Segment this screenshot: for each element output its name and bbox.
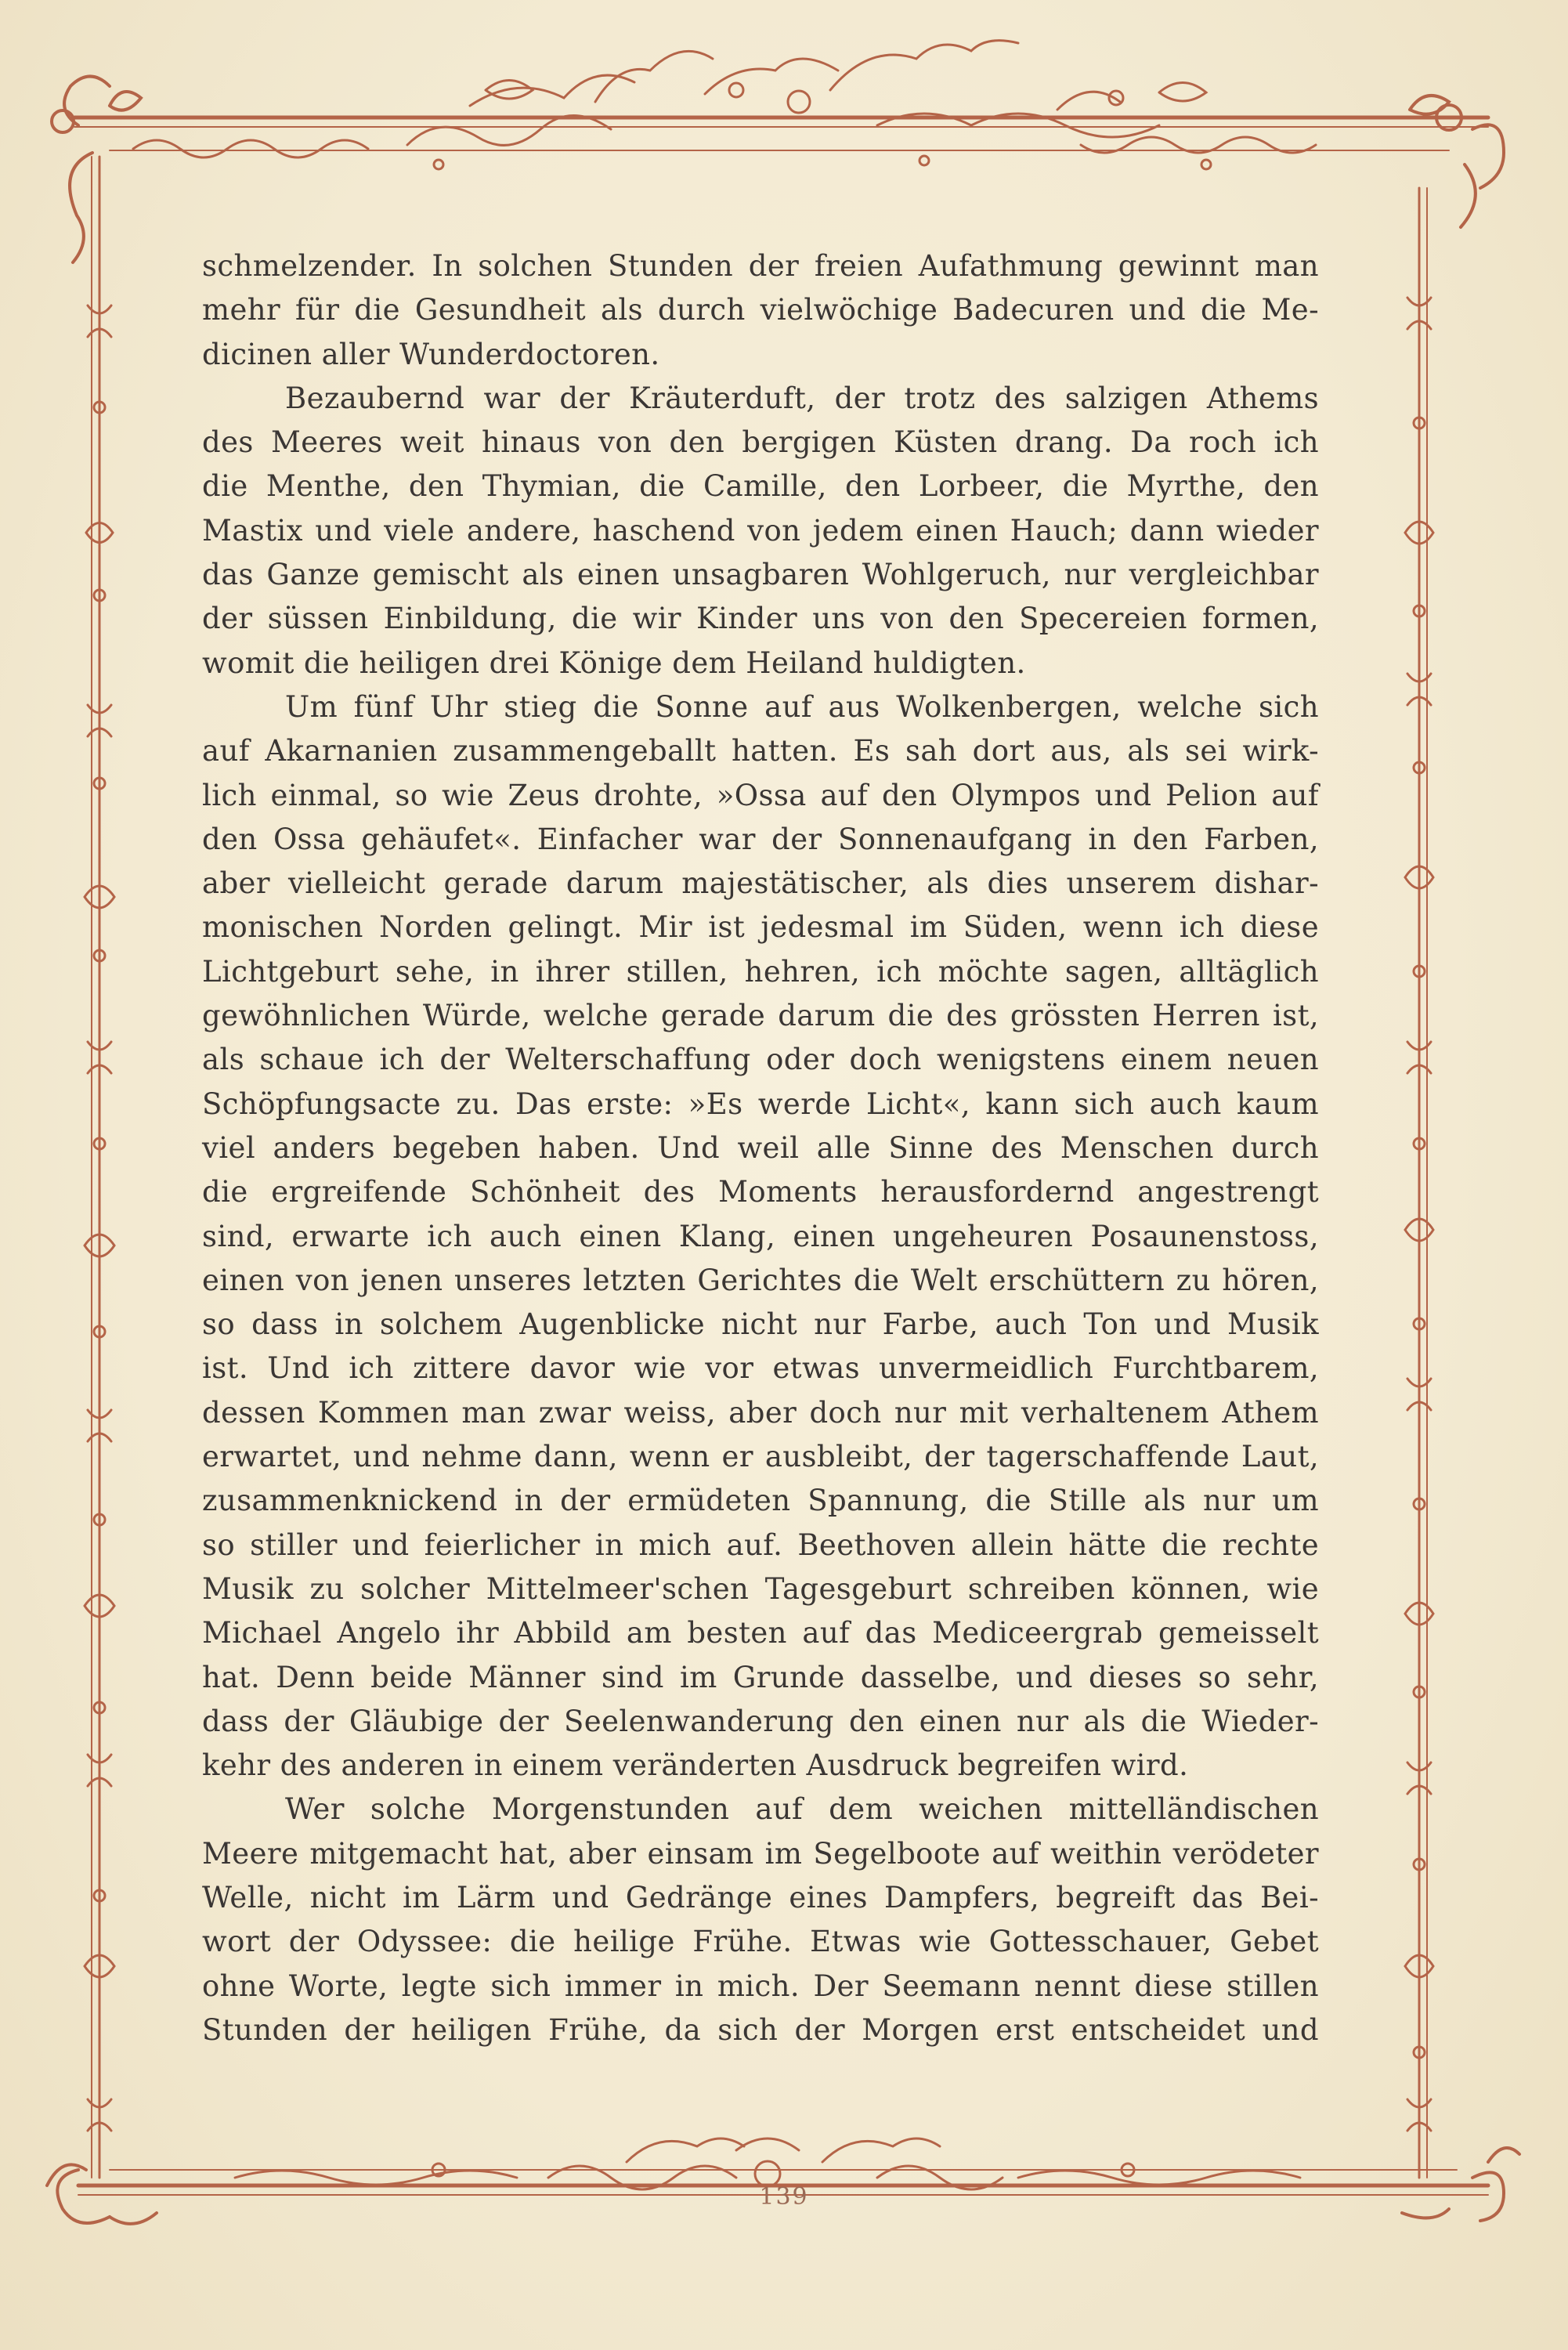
text-line: Lichtgeburt sehe, in ihrer stillen, hehren, ich möchte sagen, alltäglich bbox=[202, 954, 1319, 989]
text-line: erwartet, und nehme dann, wenn er ausbleibt, der tagerschaffende Laut, bbox=[202, 1440, 1319, 1474]
text-line: Welle, nicht im Lärm und Gedränge eines Dampfers, begreift das Bei- bbox=[202, 1880, 1319, 1914]
text-line: Michael Angelo ihr Abbild am besten auf das Mediceergrab gemeisselt bbox=[202, 1616, 1319, 1650]
text-line: so stiller und feierlicher in mich auf. Beethoven allein hätte die rechte bbox=[202, 1528, 1319, 1562]
top-left-corner-ornament bbox=[52, 77, 141, 263]
top-right-corner-ornament bbox=[1410, 96, 1504, 227]
text-line: viel anders begeben haben. Und weil alle Sinne des Menschen durch bbox=[202, 1130, 1319, 1165]
text-line: Musik zu solcher Mittelmeer'schen Tagesgeburt schreiben können, wie bbox=[202, 1571, 1319, 1606]
text-line: womit die heiligen drei Könige dem Heiland huldigten. bbox=[202, 645, 1026, 680]
text-line: Stunden der heiligen Frühe, da sich der Morgen erst entscheidet und bbox=[202, 2012, 1319, 2047]
body-text bbox=[202, 244, 1319, 2052]
text-line: Schöpfungsacte zu. Das erste: »Es werde Licht«, kann sich auch kaum bbox=[202, 1086, 1319, 1121]
text-line: den Ossa gehäufet«. Einfacher war der Sonnenaufgang in den Farben, bbox=[202, 822, 1319, 856]
text-line: wort der Odyssee: die heilige Frühe. Etwas wie Gottesschauer, Gebet bbox=[202, 1925, 1319, 1959]
text-line: Mastix und viele andere, haschend von jedem einen Hauch; dann wieder bbox=[202, 513, 1319, 548]
paragraph bbox=[202, 377, 1319, 685]
text-line: die Menthe, den Thymian, die Camille, den Lorbeer, die Myrthe, den bbox=[202, 469, 1319, 504]
paragraph bbox=[202, 244, 1319, 377]
text-line: Meere mitgemacht hat, aber einsam im Segelboote auf weithin verödeter bbox=[202, 1836, 1319, 1871]
text-line: das Ganze gemischt als einen unsagbaren Wohlgeruch, nur vergleichbar bbox=[202, 558, 1319, 592]
text-line: so dass in solchem Augenblicke nicht nur Farbe, auch Ton und Musik bbox=[202, 1307, 1319, 1342]
text-line: des Meeres weit hinaus von den bergigen Küsten drang. Da roch ich bbox=[202, 425, 1319, 460]
text-line: mehr für die Gesundheit als durch vielwöchige Badecuren und die Me- bbox=[202, 293, 1319, 327]
text-line: hat. Denn beide Männer sind im Grunde dasselbe, und dieses so sehr, bbox=[202, 1660, 1319, 1694]
right-side-vine bbox=[1405, 188, 1433, 2178]
text-line: der süssen Einbildung, die wir Kinder uns von den Specereien formen, bbox=[202, 602, 1319, 636]
text-line: sind, erwarte ich auch einen Klang, einen ungeheuren Posaunenstoss, bbox=[202, 1219, 1319, 1253]
text-line: Bezaubernd war der Kräuterduft, der trotz des salzigen Athems bbox=[285, 381, 1319, 415]
text-line: als schaue ich der Welterschaffung oder doch wenigstens einem neuen bbox=[202, 1043, 1319, 1077]
text-line: ist. Und ich zittere davor wie vor etwas unvermeidlich Furchtbarem, bbox=[202, 1351, 1319, 1386]
text-line: die ergreifende Schönheit des Moments herausfordernd angestrengt bbox=[202, 1175, 1319, 1209]
text-line: Um fünf Uhr stieg die Sonne auf aus Wolkenbergen, welche sich bbox=[285, 689, 1319, 724]
text-line: monischen Norden gelingt. Mir ist jedesmal im Süden, wenn ich diese bbox=[202, 910, 1319, 945]
text-line: kehr des anderen in einem veränderten Ausdruck begreifen wird. bbox=[202, 1748, 1189, 1783]
text-line: dessen Kommen man zwar weiss, aber doch nur mit verhaltenem Athem bbox=[202, 1395, 1319, 1430]
text-line: dicinen aller Wunderdoctoren. bbox=[202, 337, 660, 371]
text-line: auf Akarnanien zusammengeballt hatten. Es sah dort aus, als sei wirk- bbox=[202, 734, 1319, 768]
text-line: zusammenknickend in der ermüdeten Spannung, die Stille als nur um bbox=[202, 1484, 1319, 1518]
paragraph bbox=[202, 685, 1319, 1788]
text-line: lich einmal, so wie Zeus drohte, »Ossa auf den Olympos und Pelion auf bbox=[202, 778, 1319, 812]
text-line: ohne Worte, legte sich immer in mich. Der Seemann nennt diese stillen bbox=[202, 1969, 1319, 2003]
text-line: dass der Gläubige der Seelenwanderung den einen nur als die Wieder- bbox=[202, 1704, 1319, 1738]
text-line: einen von jenen unseres letzten Gerichtes die Welt erschüttern zu hören, bbox=[202, 1263, 1319, 1297]
text-line: aber vielleicht gerade darum majestätischer, als dies unserem dishar- bbox=[202, 866, 1319, 901]
text-line: gewöhnlichen Würde, welche gerade darum die des grössten Herren ist, bbox=[202, 999, 1319, 1033]
page-number: 139 bbox=[759, 2183, 809, 2211]
left-side-vine bbox=[85, 157, 114, 2178]
top-border-rule bbox=[74, 118, 1488, 150]
text-line: schmelzender. In solchen Stunden der freien Aufathmung gewinnt man bbox=[202, 249, 1319, 283]
bottom-floral-garland bbox=[235, 2138, 1300, 2189]
paragraph bbox=[202, 1788, 1319, 2052]
text-line: Wer solche Morgenstunden auf dem weichen mittelländischen bbox=[285, 1792, 1319, 1827]
